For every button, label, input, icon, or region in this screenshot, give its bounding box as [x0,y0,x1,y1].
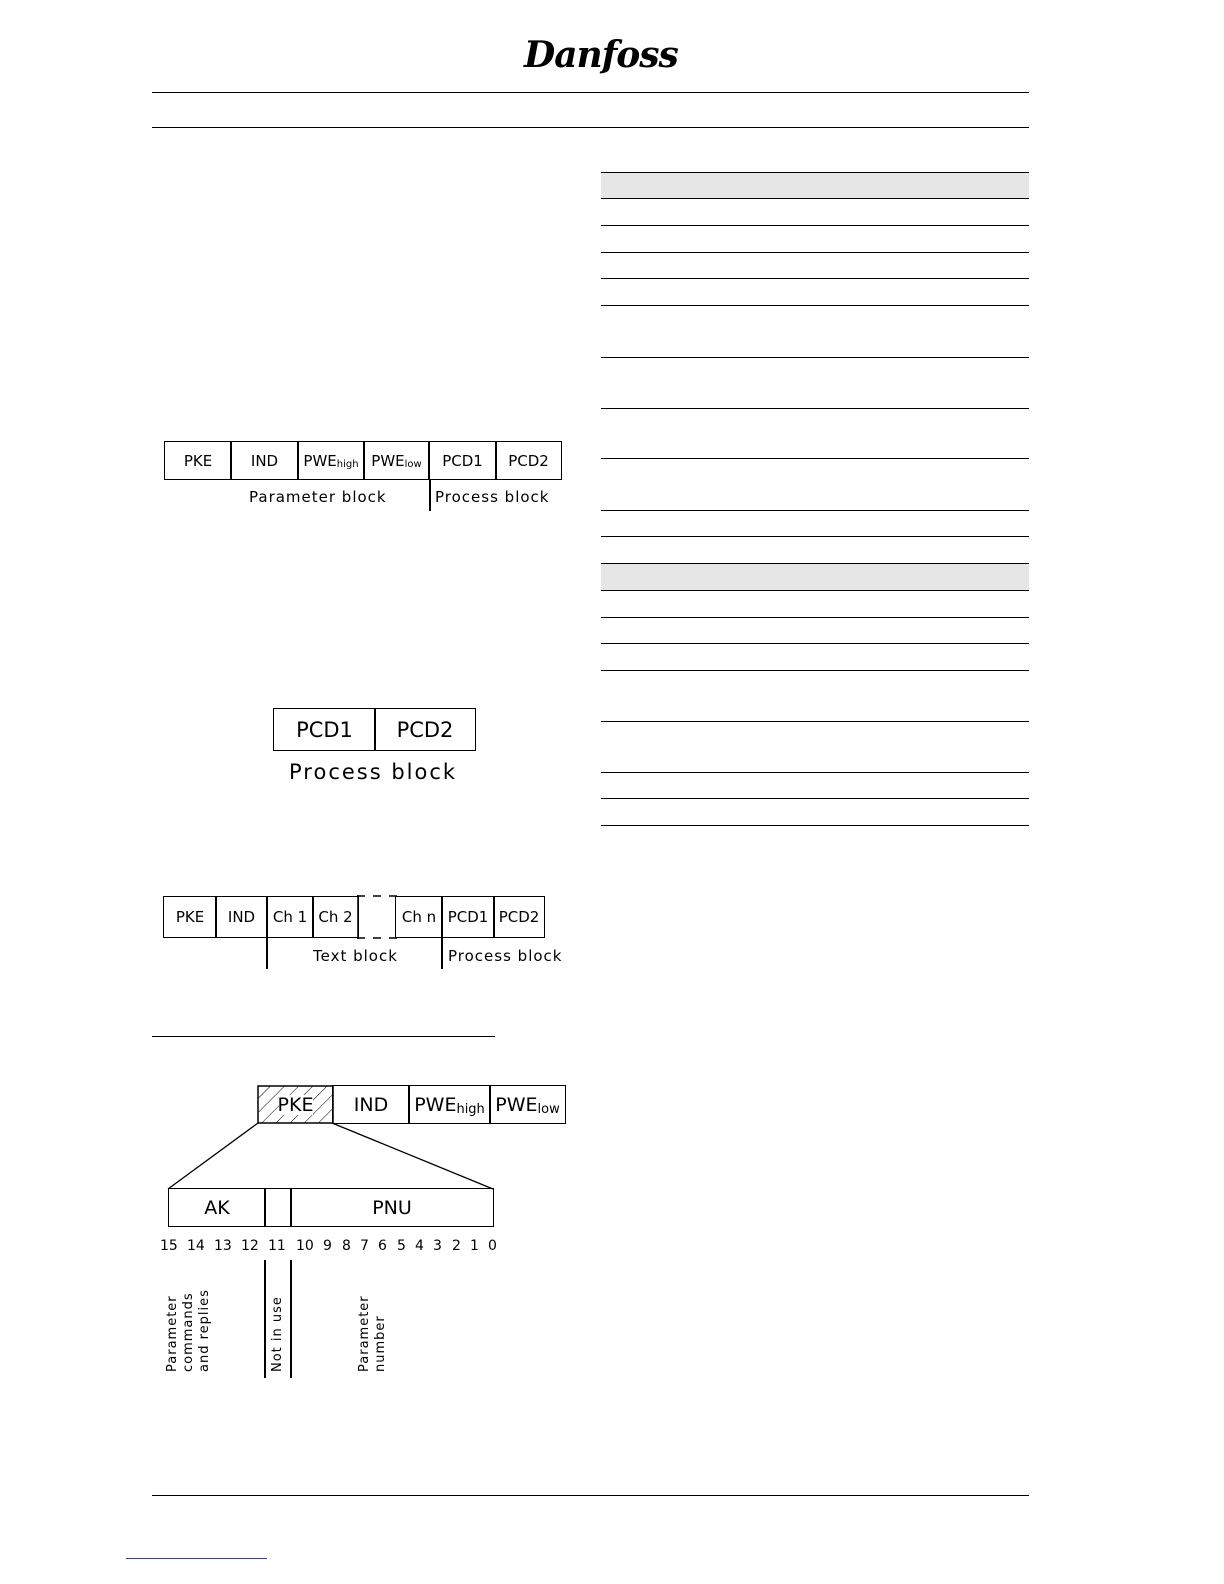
bit11-divider-right [290,1260,292,1378]
pcd2-cell: PCD2 [493,896,545,938]
pwe-low-cell: PWE low [363,441,430,480]
parameter-block-label: Parameter block [249,488,387,506]
bit-number: 1 [470,1238,479,1254]
process-block-divider [441,938,443,969]
bit-number: 6 [378,1238,387,1254]
bit-number: 11 [268,1238,286,1254]
table-row [601,644,1029,671]
table-row [601,671,1029,722]
process-block-label: Process block [435,488,550,506]
dashed-gap [357,895,397,939]
bit11-description: Not in use [270,1296,285,1372]
table-row [601,409,1029,459]
footer-link-underline [126,1558,267,1559]
table-row [601,358,1029,409]
pcd1-cell: PCD1 [441,896,495,938]
bit-number: 9 [323,1238,332,1254]
danfoss-logo [520,30,678,86]
ak-cell: AK [168,1188,266,1227]
pcd2-cell: PCD2 [374,708,476,751]
section-rule [152,1036,495,1037]
table-row [601,591,1029,618]
header-rule-bottom [152,127,1029,128]
ch2-cell: Ch 2 [312,896,359,938]
text-block-label: Text block [313,947,398,965]
bit-number: 8 [342,1238,351,1254]
pke-cell: PKE [164,441,232,480]
bit-number: 12 [241,1238,259,1254]
table-row [601,773,1029,799]
table-row [601,459,1029,511]
bit-number: 7 [360,1238,369,1254]
process-block-label: Process block [448,947,563,965]
pcd1-cell: PCD1 [273,708,376,751]
table-row [601,226,1029,253]
ind-cell: IND [215,896,268,938]
bit-number: 2 [452,1238,461,1254]
pcd2-cell: PCD2 [495,441,562,480]
table-row [601,253,1029,279]
block-divider [429,480,431,511]
text-block-divider [266,938,268,969]
table-row [601,279,1029,306]
pnu-description: Parameter number [357,1295,388,1372]
table-header-row [601,563,1029,591]
ind-cell: IND [332,1085,410,1124]
bit-number: 13 [214,1238,232,1254]
pke-label: PKE [277,1093,314,1116]
ch1-cell: Ch 1 [266,896,314,938]
logo-text: Danfoss [524,34,678,76]
process-block-label: Process block [289,760,458,784]
bit-number: 15 [160,1238,178,1254]
bit-number: 14 [187,1238,205,1254]
pwe-high-cell: PWE high [297,441,365,480]
header-rule-top [152,92,1029,93]
bit11-cell [264,1188,292,1227]
pke-cell: PKE [163,896,217,938]
bit-number: 4 [415,1238,424,1254]
footer-rule [152,1495,1029,1496]
table-row [601,306,1029,358]
ak-description: Parameter commands and replies [165,1289,212,1372]
bit11-divider-left [264,1260,266,1378]
table-row [601,199,1029,226]
table-row [601,722,1029,773]
table-row [601,511,1029,537]
bit-number: 3 [433,1238,442,1254]
bit-number: 5 [397,1238,406,1254]
pwe-high-cell: PWE high [408,1085,491,1124]
chn-cell: Ch n [395,896,443,938]
ind-cell: IND [230,441,299,480]
bit-number: 0 [488,1238,497,1254]
table-header-row [601,172,1029,199]
table-row [601,799,1029,826]
pwe-low-cell: PWE low [489,1085,566,1124]
pcd1-cell: PCD1 [428,441,497,480]
pnu-cell: PNU [290,1188,494,1227]
bit-number: 10 [296,1238,314,1254]
table-row [601,618,1029,644]
